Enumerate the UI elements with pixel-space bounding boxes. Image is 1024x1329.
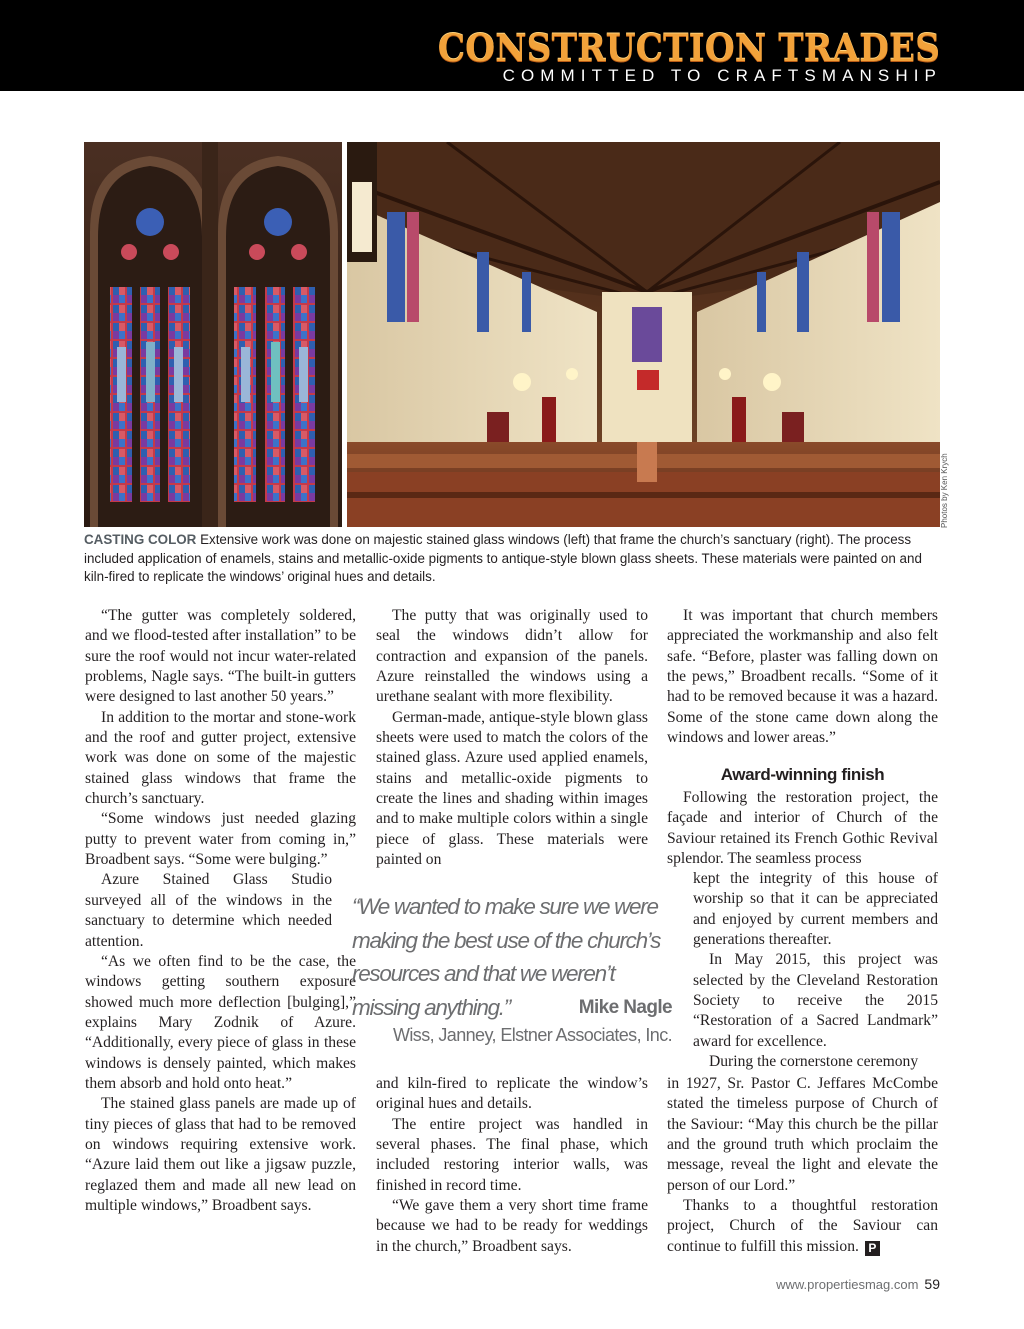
- paragraph: German-made, antique-style blown glass sheets were used to match the colors of the stained glass. Azure used applied enamels, stains and metallic-oxide pigments to create the lines and shading within images and to make multiple colors within a single piece of glass. These materials were painted on: [376, 708, 648, 869]
- paragraph: “We gave them a very short time frame because we had to be ready for weddings in the church,” Broadbent says.: [376, 1197, 648, 1255]
- paragraph: “The gutter was completely soldered, and we flood-tested after installation” to be sure the roof would not incur water-related problems, Nagle says. “The built-in gutters were designed to last another 50 years.”: [85, 607, 356, 706]
- pull-quote-attribution-org: Wiss, Janney, Elstner Associates, Inc.: [393, 1025, 672, 1045]
- paragraph: Azure Stained Glass Studio surveyed all of the windows in the sanctuary to determine which needed attention.: [85, 871, 332, 950]
- page-number: 59: [924, 1276, 940, 1292]
- paragraph: The entire project was handled in several phases. The final phase, which included restoring interior walls, was finished in record time.: [376, 1115, 648, 1194]
- paragraph: In May 2015, this project was selected by the Cleveland Restoration Society to receive the 2015 “Restoration of a Sacred Landmark” award for excellence.: [693, 951, 938, 1050]
- section-subtitle: COMMITTED TO CRAFTSMANSHIP: [502, 66, 942, 85]
- caption-text: Extensive work was done on majestic stained glass windows (left) that frame the church’s sanctuary (right). The process included application of enamels, stains and metallic-oxide pigments to antique-style blown glass sheets. These materials were painted on and kiln-fired to replicate the windows’ original hues and details.: [84, 532, 922, 584]
- paragraph: kept the integrity of this house of worship so that it can be appreciated and enjoyed by current members and generations thereafter.: [693, 870, 938, 949]
- paragraph: and kiln-fired to replicate the window’s original hues and details.: [376, 1075, 648, 1113]
- paragraph: It was important that church members appreciated the workmanship and also felt safe. “Before, plaster was falling down on the pews,” Broadbent recalls. “Some of it had to be removed because it was a hazard. Some of the stone came down along the windows and lower areas.”: [667, 607, 938, 747]
- caption-label: CASTING COLOR: [84, 532, 197, 547]
- end-mark-icon: P: [865, 1241, 880, 1256]
- pull-quote: “We wanted to make sure we were making the best use of the church’s resources and that we weren’t missing anything.”: [352, 894, 661, 1020]
- paragraph: [667, 1196, 938, 1257]
- paragraph: In addition to the mortar and stone-work and the roof and gutter project, extensive work was done on some of the majestic stained glass windows that frame the church’s sanctuary.: [85, 708, 356, 808]
- sanctuary-interior-photo: [347, 142, 940, 527]
- paragraph: The stained glass panels are made up of tiny pieces of glass that had to be removed on windows requiring extensive work. “Azure laid them out like a jigsaw puzzle, reglazed them and made all new lead on multiple windows,” Broadbent says.: [85, 1095, 356, 1214]
- column-2-top: [376, 606, 648, 870]
- column-3-inset: [693, 869, 938, 1072]
- paragraph: in 1927, Sr. Pastor C. Jeffares McCombe stated the timeless purpose of Church of the Saviour: “May this church be the pillar and the ground truth which proclaim the message, reveal the light and elevate the person of our Lord.”: [667, 1075, 938, 1194]
- column-3-mid: [667, 788, 938, 869]
- stained-glass-windows-photo: [84, 142, 342, 527]
- column-2-bottom: [376, 1074, 648, 1257]
- section-title: CONSTRUCTION TRADES: [437, 26, 940, 70]
- column-1: [85, 606, 356, 1216]
- photo-credit: Photos by Ken Krych: [940, 453, 949, 528]
- paragraph: “Some windows just needed glazing putty to prevent water from coming in,” Broadbent says. “Some were bulging.”: [85, 810, 356, 869]
- paragraph: Following the restoration project, the façade and interior of Church of the Saviour retained its French Gothic Revival splendor. The seamless process: [667, 789, 938, 868]
- photo-caption: [84, 531, 944, 587]
- column-3-bottom: [667, 1074, 938, 1257]
- pull-quote-attribution-name: Mike Nagle: [578, 997, 672, 1018]
- page-header: [0, 0, 1024, 91]
- paragraph: “As we often find to be the case, the windows getting southern exposure showed much more deflection [bulging],” explains Mary Zodnik of Azure. “Additionally, every piece of glass in these windows is densely painted, which makes them absorb and hold onto heat.”: [85, 952, 356, 1092]
- paragraph: During the cornerstone ceremony: [709, 1053, 919, 1071]
- page-footer: [776, 1274, 940, 1295]
- column-3-top: [667, 606, 938, 748]
- website-url: www.propertiesmag.com: [776, 1277, 919, 1292]
- paragraph: The putty that was originally used to seal the windows didn’t allow for contraction and expansion of the panels. Azure reinstalled the windows using a urethane sealant with more flexibility.: [376, 607, 648, 706]
- closing-text: Thanks to a thoughtful restoration project, Church of the Saviour can continue to fulfill this mission.: [667, 1197, 938, 1255]
- subheading: Award-winning finish: [720, 765, 885, 784]
